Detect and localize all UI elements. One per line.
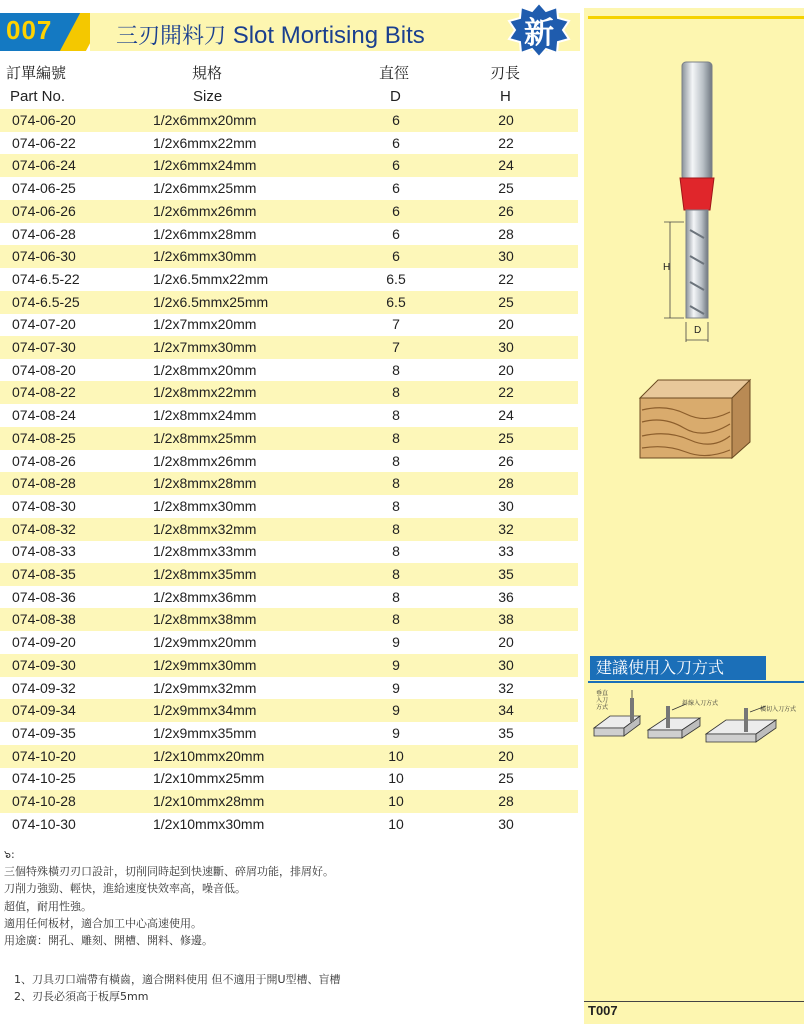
diameter-cell: 10 (388, 793, 404, 809)
table-row (0, 132, 578, 155)
col-header-d-en: D (390, 88, 401, 105)
usage-section-underline (588, 681, 804, 683)
table-row (0, 699, 578, 722)
new-badge-label: 新 (524, 16, 554, 51)
plunge-methods-illustration-icon (590, 688, 804, 748)
diameter-cell: 8 (392, 566, 400, 582)
table-row (0, 790, 578, 813)
note-line: 用途廣：開孔、雕刻、開槽、開料、修邊。 (4, 933, 213, 947)
part-number-cell: 074-10-30 (12, 815, 76, 832)
part-number-cell: 074-08-36 (12, 588, 76, 605)
length-cell: 30 (498, 656, 514, 673)
part-number-cell: 074-09-34 (12, 702, 76, 719)
feature-notes (4, 846, 564, 949)
size-cell: 1/2x9mmx32mm (153, 679, 257, 696)
table-row (0, 223, 578, 246)
diameter-cell: 8 (392, 384, 400, 401)
col-header-d-zh: 直徑 (379, 64, 410, 82)
length-cell: 35 (498, 724, 514, 741)
right-panel-accent-line (588, 16, 804, 19)
note-line: 超值，耐用性強。 (4, 899, 92, 913)
length-cell: 38 (498, 611, 514, 628)
table-row (0, 359, 578, 382)
note-line: 刀削力強勁、輕快，進給速度快效率高，噪音低。 (4, 882, 246, 896)
part-number-cell: 074-08-35 (12, 566, 76, 582)
length-cell: 32 (498, 520, 514, 537)
size-cell: 1/2x9mmx35mm (153, 724, 257, 741)
diameter-cell: 6 (392, 248, 400, 265)
diameter-cell: 9 (392, 634, 400, 651)
size-cell: 1/2x6mmx28mm (153, 225, 257, 242)
size-cell: 1/2x10mmx30mm (153, 815, 265, 832)
table-row (0, 608, 578, 631)
table-row (0, 177, 578, 200)
diameter-cell: 8 (392, 611, 400, 628)
diameter-cell: 9 (392, 656, 400, 673)
length-cell: 20 (498, 361, 514, 378)
length-cell: 25 (498, 429, 514, 446)
part-number-cell: 074-08-22 (12, 384, 76, 401)
part-number-cell: 074-09-30 (12, 656, 76, 673)
diameter-cell: 8 (392, 361, 400, 378)
length-cell: 20 (498, 747, 514, 764)
length-cell: 25 (498, 770, 514, 787)
part-number-cell: 074-08-38 (12, 611, 76, 628)
diameter-cell: 6 (392, 134, 400, 151)
diameter-cell: 6.5 (386, 270, 406, 287)
diameter-cell: 6 (392, 112, 400, 128)
note-line: ๖: (4, 848, 15, 861)
part-number-cell: 074-6.5-25 (12, 293, 80, 310)
size-cell: 1/2x6mmx30mm (153, 248, 257, 265)
length-cell: 30 (498, 497, 514, 514)
diameter-cell: 9 (392, 724, 400, 741)
part-number-cell: 074-08-24 (12, 407, 76, 424)
table-row (0, 427, 578, 450)
diameter-cell: 8 (392, 429, 400, 446)
diameter-cell: 6 (392, 225, 400, 242)
length-cell: 20 (498, 112, 514, 128)
length-cell: 28 (498, 793, 514, 809)
table-row (0, 336, 578, 359)
part-number-cell: 074-06-20 (12, 112, 76, 128)
remark-line: 2、刃長必須高于板厚5mm (14, 990, 149, 1003)
size-cell: 1/2x6mmx22mm (153, 134, 257, 151)
col-header-size-en: Size (193, 88, 223, 105)
table-row (0, 472, 578, 495)
part-number-cell: 074-07-20 (12, 316, 76, 333)
dimension-h-label: H (663, 262, 671, 273)
part-number-cell: 074-08-32 (12, 520, 76, 537)
diameter-cell: 8 (392, 497, 400, 514)
table-row (0, 313, 578, 336)
col-header-h-en: H (500, 88, 511, 105)
diameter-cell: 8 (392, 452, 400, 469)
diameter-cell: 9 (392, 679, 400, 696)
size-cell: 1/2x8mmx25mm (153, 429, 257, 446)
length-cell: 24 (498, 407, 514, 424)
size-cell: 1/2x10mmx25mm (153, 770, 265, 787)
part-number-cell: 074-06-30 (12, 248, 76, 265)
table-row (0, 813, 578, 836)
table-row (0, 586, 578, 609)
size-cell: 1/2x6.5mmx25mm (153, 293, 269, 310)
col-header-part-zh: 訂單編號 (6, 64, 67, 82)
length-cell: 24 (498, 157, 514, 174)
usage-caption-cross: 橫切入刀方式 (760, 706, 797, 713)
note-line: 三個特殊橫刃刃口設計，切削同時起到快速斷、碎屑功能，排屑好。 (4, 865, 334, 879)
part-number-cell: 074-07-30 (12, 339, 76, 355)
length-cell: 25 (498, 180, 514, 197)
part-number-cell: 074-10-25 (12, 770, 76, 787)
length-cell: 35 (498, 566, 514, 582)
length-cell: 30 (498, 815, 514, 832)
diameter-cell: 6 (392, 180, 400, 197)
usage-caption-diagonal: 斜線入刀方式 (682, 700, 719, 707)
usage-caption-vertical: 垂直入刀方式 (596, 690, 609, 711)
length-cell: 20 (498, 634, 514, 651)
size-cell: 1/2x6mmx24mm (153, 157, 257, 174)
size-cell: 1/2x8mmx33mm (153, 543, 257, 560)
table-row (0, 518, 578, 541)
length-cell: 22 (498, 134, 514, 151)
table-row (0, 291, 578, 314)
size-cell: 1/2x8mmx26mm (153, 452, 257, 469)
length-cell: 22 (498, 384, 514, 401)
col-header-h-zh: 刃長 (490, 64, 521, 82)
length-cell: 30 (498, 248, 514, 265)
part-number-cell: 074-09-20 (12, 634, 76, 651)
length-cell: 25 (498, 293, 514, 310)
length-cell: 36 (498, 588, 514, 605)
usage-section-title: 建議使用入刀方式 (590, 656, 766, 680)
table-row (0, 722, 578, 745)
length-cell: 26 (498, 202, 514, 219)
table-row (0, 450, 578, 473)
diameter-cell: 10 (388, 815, 404, 832)
size-cell: 1/2x7mmx30mm (153, 339, 257, 355)
size-cell: 1/2x8mmx30mm (153, 497, 257, 514)
dimension-d-label: D (694, 325, 702, 336)
size-cell: 1/2x8mmx22mm (153, 384, 257, 401)
length-cell: 20 (498, 316, 514, 333)
table-row (0, 563, 578, 586)
table-row (0, 745, 578, 768)
part-number-cell: 074-08-20 (12, 361, 76, 378)
part-number-cell: 074-6.5-22 (12, 270, 80, 287)
length-cell: 22 (498, 270, 514, 287)
table-row (0, 200, 578, 223)
length-cell: 32 (498, 679, 514, 696)
size-cell: 1/2x10mmx28mm (153, 793, 265, 809)
part-number-cell: 074-08-33 (12, 543, 76, 560)
diameter-cell: 10 (388, 747, 404, 764)
part-number-cell: 074-08-26 (12, 452, 76, 469)
part-number-cell: 074-06-28 (12, 225, 76, 242)
diameter-cell: 8 (392, 588, 400, 605)
remark-line: 1、刀具刃口端帶有橫齒，適合開料使用 但不適用于開U型槽、盲槽 (14, 973, 341, 986)
part-number-cell: 074-09-35 (12, 724, 76, 741)
remarks (14, 971, 341, 1005)
diameter-cell: 6.5 (386, 293, 406, 310)
wood-block-illustration-icon (636, 376, 754, 462)
table-row (0, 495, 578, 518)
length-cell: 34 (498, 702, 514, 719)
footer-rule (584, 1001, 804, 1002)
page-title-zh: 三刃開料刀 (116, 24, 227, 49)
diameter-cell: 7 (392, 339, 400, 355)
size-cell: 1/2x6.5mmx22mm (153, 270, 269, 287)
diameter-cell: 6 (392, 157, 400, 174)
diameter-cell: 8 (392, 520, 400, 537)
table-row (0, 654, 578, 677)
col-header-part-en: Part No. (10, 88, 66, 105)
header-code: 007 (6, 15, 53, 45)
diameter-cell: 8 (392, 543, 400, 560)
diameter-cell: 10 (388, 770, 404, 787)
size-cell: 1/2x6mmx20mm (153, 112, 257, 128)
table-row (0, 109, 578, 132)
table-row (0, 268, 578, 291)
size-cell: 1/2x8mmx38mm (153, 611, 257, 628)
size-cell: 1/2x10mmx20mm (153, 747, 265, 764)
size-cell: 1/2x8mmx24mm (153, 407, 257, 424)
diameter-cell: 6 (392, 202, 400, 219)
table-row (0, 767, 578, 790)
table-row (0, 677, 578, 700)
diameter-cell: 8 (392, 475, 400, 492)
page-code: T007 (588, 1003, 618, 1018)
part-number-cell: 074-06-25 (12, 180, 76, 197)
size-cell: 1/2x8mmx36mm (153, 588, 257, 605)
length-cell: 30 (498, 339, 514, 355)
part-number-cell: 074-08-30 (12, 497, 76, 514)
size-cell: 1/2x8mmx20mm (153, 361, 257, 378)
size-cell: 1/2x9mmx34mm (153, 702, 257, 719)
size-cell: 1/2x8mmx32mm (153, 520, 257, 537)
table-row (0, 381, 578, 404)
diameter-cell: 9 (392, 702, 400, 719)
table-row (0, 404, 578, 427)
length-cell: 28 (498, 475, 514, 492)
size-cell: 1/2x8mmx35mm (153, 566, 257, 582)
part-number-cell: 074-08-25 (12, 429, 76, 446)
router-bit-drawing-icon (650, 60, 750, 350)
part-number-cell: 074-06-26 (12, 202, 76, 219)
part-number-cell: 074-06-22 (12, 134, 76, 151)
size-cell: 1/2x6mmx26mm (153, 202, 257, 219)
table-row (0, 631, 578, 654)
length-cell: 28 (498, 225, 514, 242)
diameter-cell: 8 (392, 407, 400, 424)
table-row (0, 245, 578, 268)
page-title (116, 19, 425, 50)
col-header-size-zh: 規格 (192, 64, 223, 82)
note-line: 適用任何板材，適合加工中心高速使用。 (4, 916, 202, 930)
size-cell: 1/2x8mmx28mm (153, 475, 257, 492)
table-row (0, 154, 578, 177)
length-cell: 33 (498, 543, 514, 560)
panel-divider (580, 0, 584, 1024)
size-cell: 1/2x9mmx30mm (153, 656, 257, 673)
part-number-cell: 074-08-28 (12, 475, 76, 492)
size-cell: 1/2x6mmx25mm (153, 180, 257, 197)
length-cell: 26 (498, 452, 514, 469)
page-title-en: Slot Mortising Bits (232, 22, 425, 49)
part-number-cell: 074-10-28 (12, 793, 76, 809)
diameter-cell: 7 (392, 316, 400, 333)
part-number-cell: 074-09-32 (12, 679, 76, 696)
size-cell: 1/2x7mmx20mm (153, 316, 257, 333)
part-number-cell: 074-06-24 (12, 157, 76, 174)
part-number-cell: 074-10-20 (12, 747, 76, 764)
size-cell: 1/2x9mmx20mm (153, 634, 257, 651)
table-row (0, 540, 578, 563)
